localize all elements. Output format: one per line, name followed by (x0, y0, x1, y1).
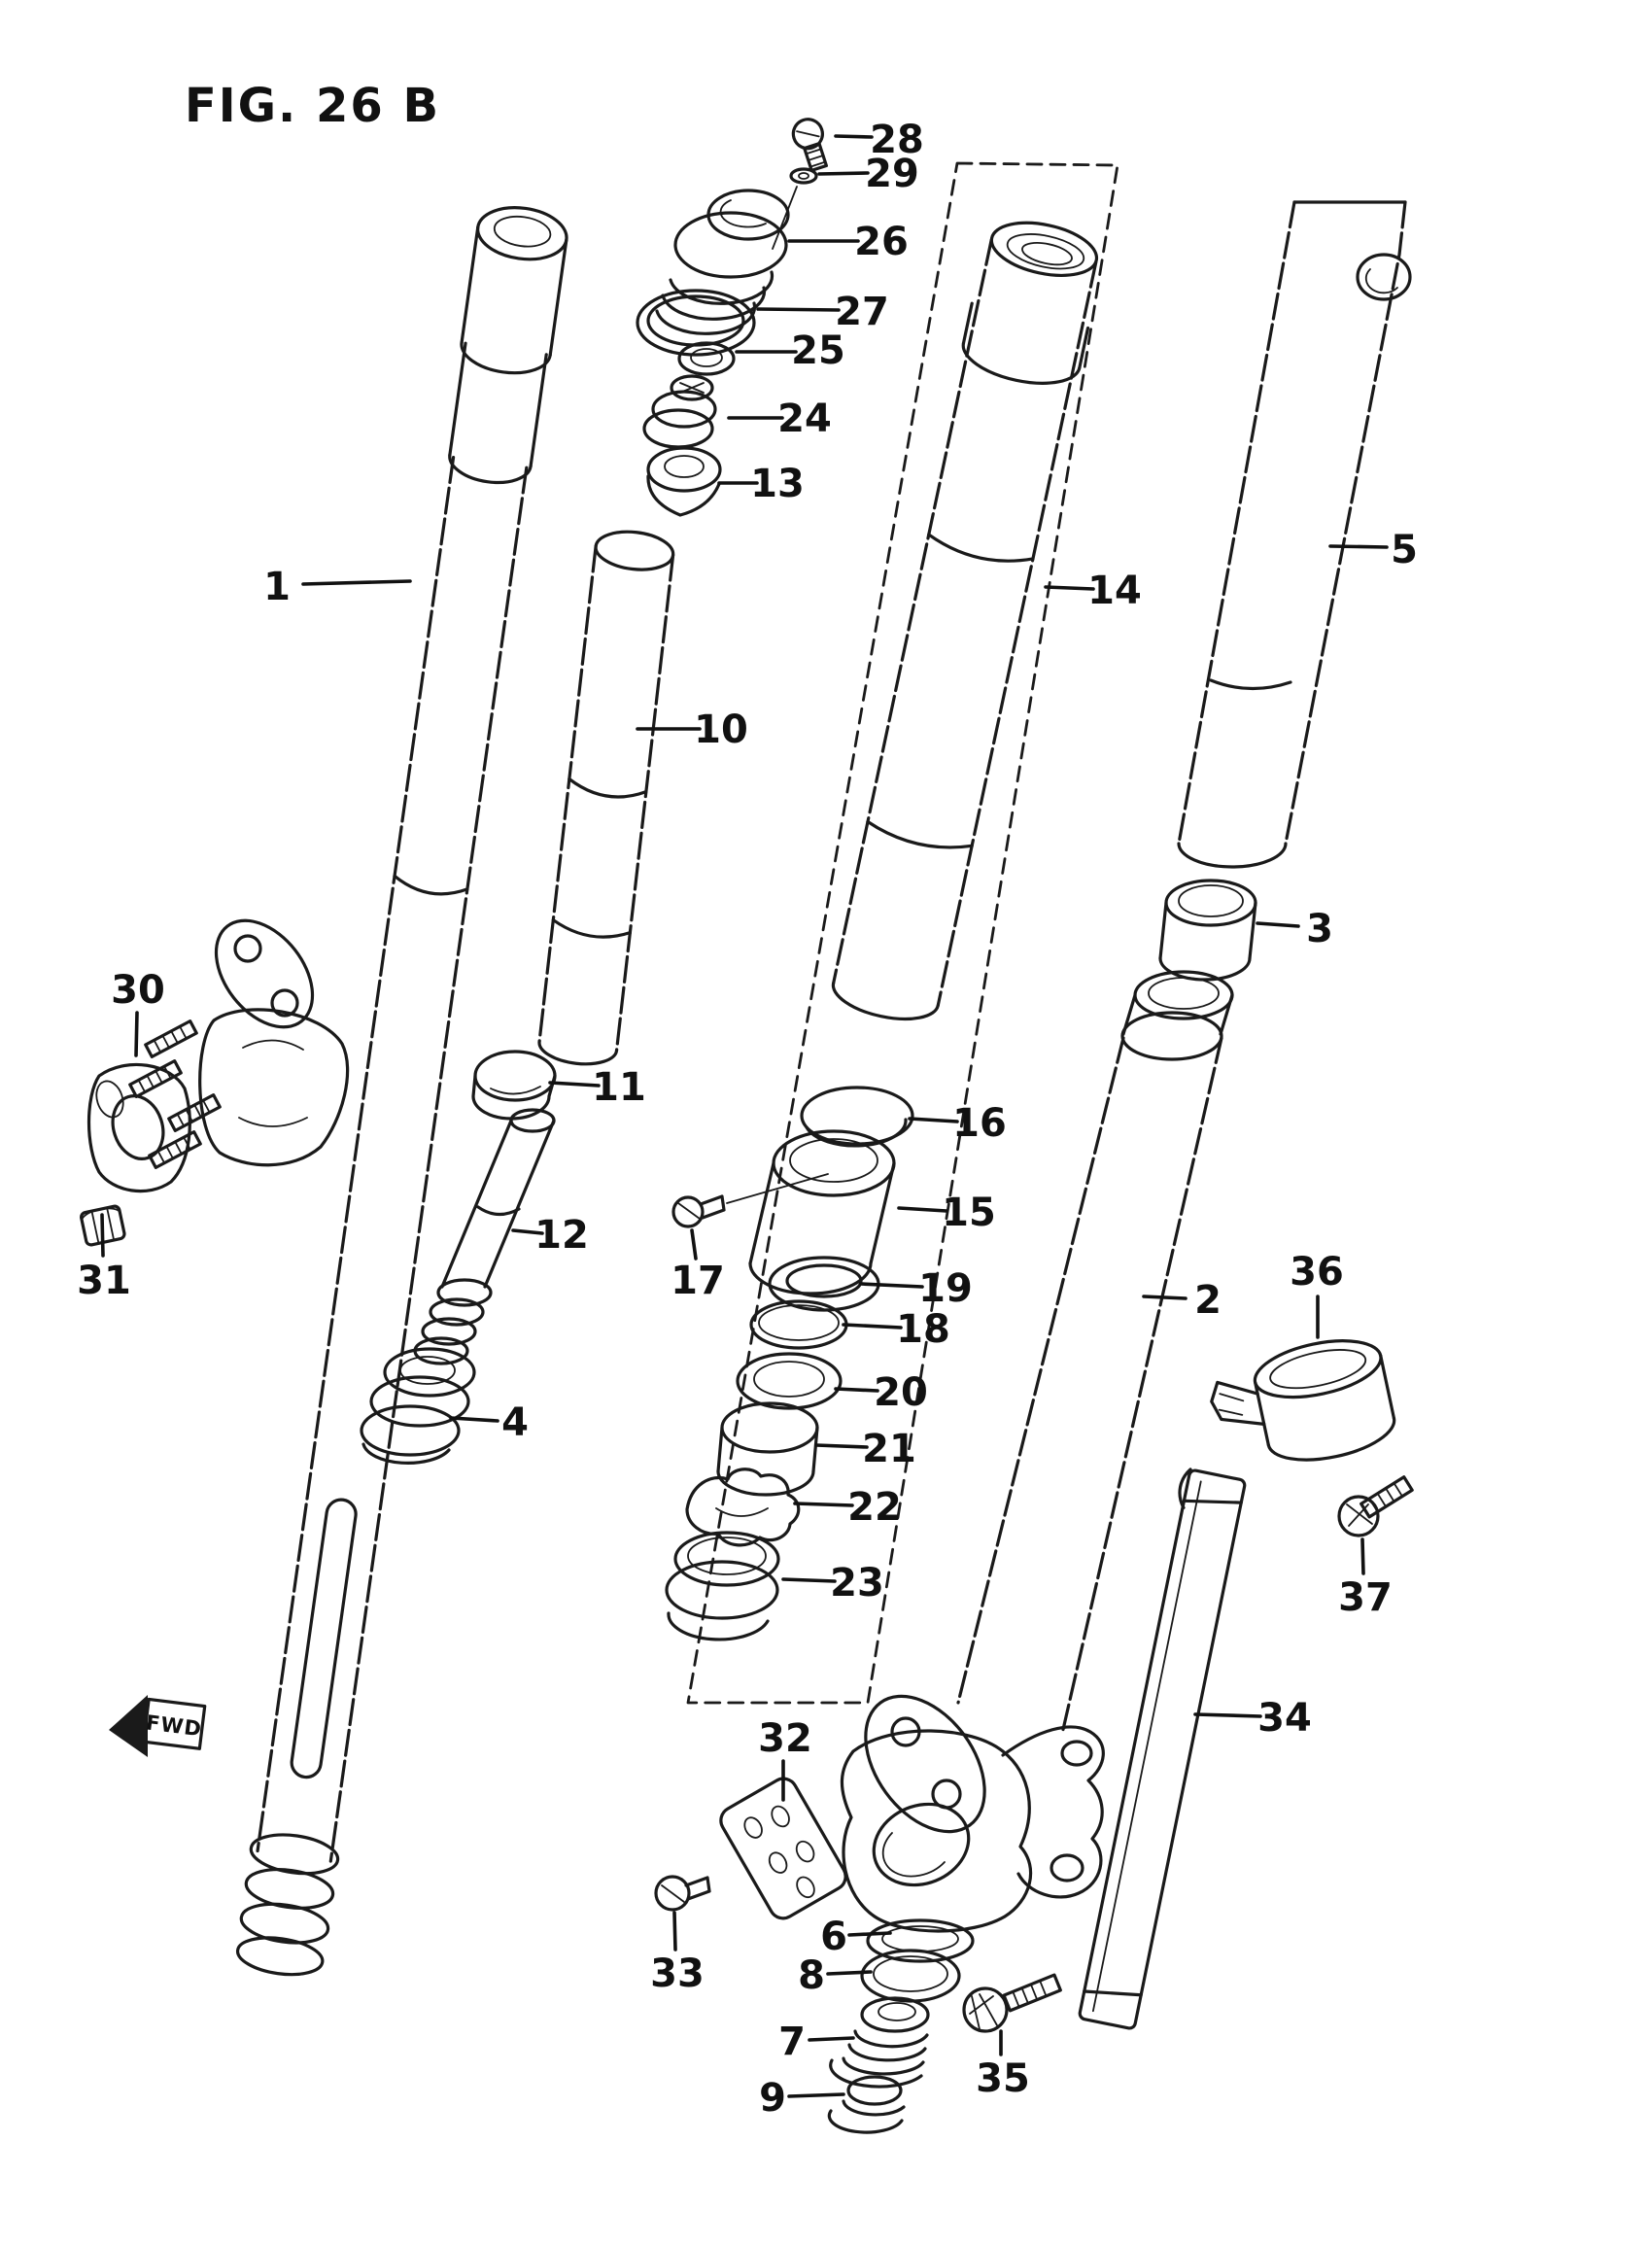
callout-27-leader (758, 309, 839, 310)
callout-6-label: 6 (820, 1915, 847, 1959)
callout-22-leader (795, 1503, 852, 1505)
callout-31-label: 31 (77, 1259, 131, 1303)
callout-12-label: 12 (534, 1213, 589, 1258)
callout-37-label: 37 (1338, 1575, 1393, 1620)
callout-17-label: 17 (671, 1259, 725, 1303)
callout-2-label: 2 (1194, 1278, 1222, 1323)
callout-22-label: 22 (847, 1485, 902, 1530)
callout-3-label: 3 (1306, 907, 1333, 951)
callout-11-label: 11 (592, 1065, 646, 1110)
callout-36-label: 36 (1290, 1250, 1344, 1295)
callout-23-label: 23 (830, 1561, 884, 1606)
callout-16-label: 16 (952, 1101, 1007, 1146)
fwd-label: FWD (144, 1710, 204, 1742)
callout-7-leader (809, 2038, 853, 2040)
callout-28-label: 28 (870, 118, 924, 162)
callout-33-label: 33 (650, 1951, 705, 1996)
callout-4-label: 4 (501, 1400, 529, 1445)
callout-35-label: 35 (976, 2056, 1030, 2101)
callout-18-label: 18 (896, 1307, 950, 1352)
callout-24-label: 24 (777, 397, 832, 441)
callout-13-label: 13 (750, 462, 805, 506)
callout-30-leader (136, 1013, 137, 1055)
figure-title: FIG. 26 B (185, 79, 441, 133)
callout-7-label: 7 (778, 2020, 806, 2064)
callout-14-leader (1046, 587, 1093, 589)
callout-20-label: 20 (874, 1370, 928, 1415)
callout-20-leader (836, 1389, 878, 1391)
callout-6-leader (849, 1933, 890, 1935)
callout-9-label: 9 (759, 2076, 786, 2121)
callout-14-label: 14 (1087, 569, 1142, 613)
callout-28-leader (836, 136, 872, 137)
callout-21-label: 21 (862, 1427, 916, 1471)
callout-19-label: 19 (918, 1266, 973, 1311)
callout-8-label: 8 (798, 1953, 825, 1998)
callout-15-label: 15 (942, 1191, 996, 1235)
callout-5-leader (1330, 546, 1387, 547)
callout-10-label: 10 (694, 708, 748, 752)
callout-21-leader (816, 1445, 867, 1447)
callout-37-leader (1362, 1539, 1363, 1573)
callout-29-leader (819, 173, 868, 174)
callout-2-leader (1144, 1296, 1186, 1298)
callout-32-label: 32 (758, 1716, 812, 1761)
callout-33-leader (674, 1913, 675, 1950)
callout-31-leader (102, 1215, 103, 1256)
callout-29-label: 29 (865, 152, 919, 196)
callout-34-leader (1195, 1714, 1260, 1716)
callout-27-label: 27 (835, 290, 889, 334)
callout-34-label: 34 (1257, 1696, 1312, 1741)
callout-26-label: 26 (854, 220, 909, 264)
callout-9-leader (789, 2094, 843, 2096)
callout-5-label: 5 (1391, 528, 1418, 572)
callout-8-leader (828, 1972, 871, 1974)
callout-23-leader (783, 1579, 835, 1581)
callout-25-label: 25 (791, 328, 845, 373)
callout-1-label: 1 (263, 565, 291, 609)
callout-30-label: 30 (111, 968, 165, 1013)
